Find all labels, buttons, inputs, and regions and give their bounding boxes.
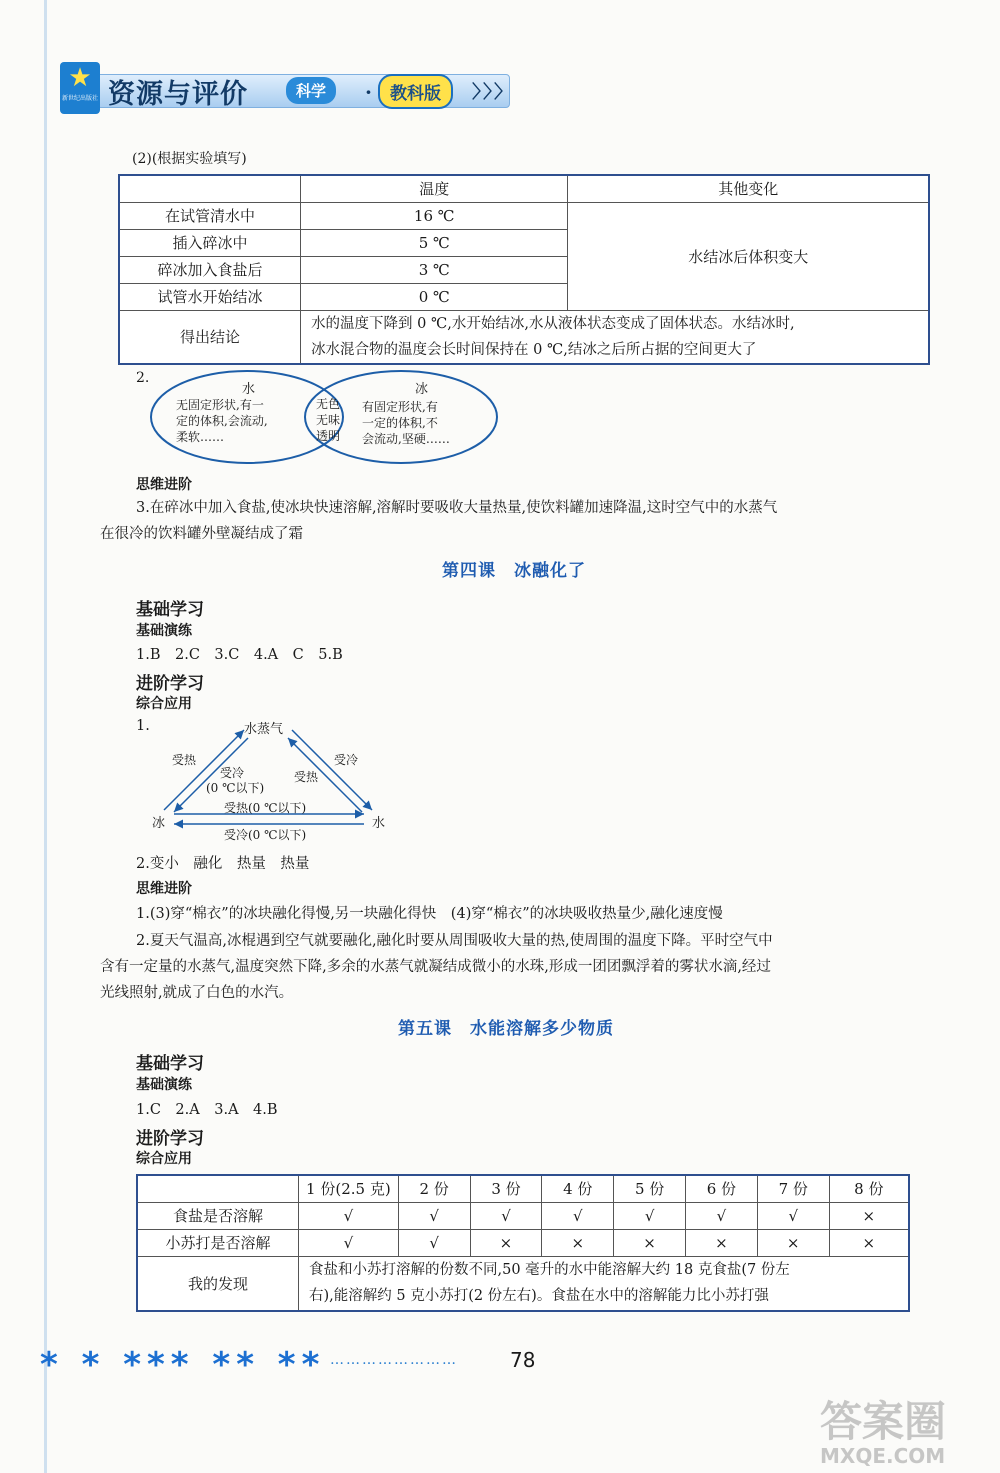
venn-text-line: 一定的体积,不 [362,416,438,430]
edition-badge: 教科版 [378,74,453,109]
title-separator: · [365,80,372,104]
other-change-cell: 水结冰后体积变大 [568,202,929,310]
table-header-cell: 8 份 [829,1175,909,1202]
table-header-row [119,175,929,202]
lesson-title: 第四课 冰融化了 [442,561,586,581]
table-header-cell: 1 份(2.5 克) [298,1175,398,1202]
answer-line: 2.变小 融化 热量 热量 [136,856,310,872]
table-header-cell: 其他变化 [568,175,929,202]
venn-text-line: 无固定形状,有一 [176,398,264,412]
finding-text [298,1256,909,1311]
venn-text-line: 柔软…… [176,430,225,444]
book-title: 资源与评价 [108,79,248,110]
result-cell: √ [298,1229,398,1256]
leader-dots: …………………… [330,1352,458,1368]
sub-heading: 基础演练 [136,623,192,639]
result-cell: × [542,1229,614,1256]
label-heating: 受热 [172,753,197,767]
row-label: 我的发现 [137,1256,298,1311]
node-water: 水 [372,816,386,831]
site-watermark [820,1397,980,1468]
node-ice: 冰 [152,816,166,831]
result-cell: × [686,1229,758,1256]
label-below-zero: (0 ℃以下) [206,781,265,795]
venn-number: 2. [136,370,150,386]
table-header-cell: 3 份 [470,1175,542,1202]
lesson-title: 第五课 水能溶解多少物质 [398,1019,614,1039]
sub-heading: 综合应用 [136,1151,192,1167]
watermark-url: MXQE.COM [820,1444,946,1468]
conclusion-row [119,310,929,364]
star-decoration-icon: * * *** ** ** [40,1345,326,1385]
section-heading: 进阶学习 [136,1129,204,1149]
conclusion-line: 水的温度下降到 0 ℃,水开始结冰,水从液体状态变成了固体状态。水结冰时, [311,315,795,332]
venn-text-line: 无味 [316,413,341,427]
dissolving-table [136,1174,910,1312]
result-cell: √ [757,1202,829,1229]
chevron-right-icon: 〉〉〉 [472,82,514,103]
row-label: 在试管清水中 [119,202,301,229]
table-header-row [137,1175,909,1202]
row-label: 小苏打是否溶解 [137,1229,298,1256]
row-label: 碎冰加入食盐后 [119,256,301,283]
sub-heading: 综合应用 [136,696,192,712]
answer-line: 3.在碎冰中加入食盐,使冰块快速溶解,溶解时要吸收大量热量,使饮料罐加速降温,这时空气中的水蒸气 [136,500,778,516]
result-cell: × [614,1229,686,1256]
label-cooling: 受冷 [220,766,245,780]
result-cell: √ [298,1202,398,1229]
temperature-cell: 5 ℃ [301,229,568,256]
subject-badge: 科学 [286,77,336,104]
conclusion-label: 得出结论 [119,310,301,364]
answer-line: 2.夏天气温高,冰棍遇到空气就要融化,融化时要从周围吸收大量的热,使周围的温度下降。平时空气中 [136,933,773,949]
result-cell: √ [398,1202,470,1229]
node-water-vapor: 水蒸气 [244,722,284,737]
temperature-cell: 0 ℃ [301,283,568,310]
book-header [60,62,520,120]
table-header-cell: 5 份 [614,1175,686,1202]
answer-line: 1.(3)穿“棉衣”的冰块融化得慢,另一块融化得快 (4)穿“棉衣”的冰块吸收热量少,融化速度慢 [136,906,723,922]
table-row [137,1229,909,1256]
page-number: 78 [510,1348,536,1372]
star-logo-icon: ★ [68,63,92,93]
publisher-name: 新世纪出版社 [61,95,98,102]
result-cell: × [470,1229,542,1256]
venn-text-line: 定的体积,会流动, [176,414,268,428]
experiment-table [118,174,930,365]
result-cell: √ [470,1202,542,1229]
table-header-cell [119,175,301,202]
venn-text-line: 会流动,坚硬…… [362,432,450,446]
table-row [137,1202,909,1229]
result-cell: √ [398,1229,470,1256]
table-header-cell: 4 份 [542,1175,614,1202]
temperature-cell: 3 ℃ [301,256,568,283]
publisher-logo [60,62,100,114]
part2-label: (2)(根据实验填写) [132,151,247,167]
label-heating: 受热 [294,770,319,784]
conclusion-line: 冰水混合物的温度会长时间保持在 0 ℃,结冰之后所占据的空间更大了 [311,341,757,358]
label-cool-below-zero: 受冷(0 ℃以下) [224,828,307,842]
table-row [119,202,929,229]
venn-text-line: 有固定形状,有 [362,400,438,414]
row-label: 插入碎冰中 [119,229,301,256]
venn-text-line: 透明 [316,429,341,443]
table-header-cell: 2 份 [398,1175,470,1202]
venn-common-text [316,396,340,444]
venn-water-title: 水 [242,382,256,397]
left-margin-rule [44,0,47,1473]
section-heading: 思维进阶 [136,477,192,493]
watermark-logo: 答案圈 [820,1397,947,1446]
temperature-cell: 16 ℃ [301,202,568,229]
finding-line: 食盐和小苏打溶解的份数不同,50 毫升的水中能溶解大约 18 克食盐(7 份左 [308,1262,790,1279]
answer-line: 在很冷的饮料罐外壁凝结成了霜 [100,526,303,542]
venn-ice-title: 冰 [415,382,429,397]
section-heading: 思维进阶 [136,881,192,897]
row-label: 试管水开始结冰 [119,283,301,310]
table-header-cell: 温度 [301,175,568,202]
result-cell: × [757,1229,829,1256]
result-cell: × [829,1229,909,1256]
answer-line: 1.C 2.A 3.A 4.B [136,1102,278,1118]
label-cooling: 受冷 [334,753,359,767]
result-cell: × [829,1202,909,1229]
section-heading: 进阶学习 [136,674,204,694]
sub-heading: 基础演练 [136,1077,192,1093]
row-label: 食盐是否溶解 [137,1202,298,1229]
section-heading: 基础学习 [136,1054,204,1074]
result-cell: √ [542,1202,614,1229]
table-header-cell: 6 份 [686,1175,758,1202]
finding-row [137,1256,909,1311]
venn-ice-text [362,399,450,447]
table-header-cell: 7 份 [757,1175,829,1202]
label-heat-below-zero: 受热(0 ℃以下) [224,801,307,815]
answer-line: 含有一定量的水蒸气,温度突然下降,多余的水蒸气就凝结成微小的水珠,形成一团团飘浮着的雾状水滴,经过 [100,959,771,975]
answer-line: 1.B 2.C 3.C 4.A C 5.B [136,647,343,663]
diagram-number: 1. [136,718,150,734]
answer-line: 光线照射,就成了白色的水汽。 [100,985,294,1001]
table-header-cell [137,1175,298,1202]
venn-text-line: 无色 [316,397,341,411]
conclusion-text [301,310,929,364]
venn-water-text [176,397,268,445]
result-cell: √ [686,1202,758,1229]
result-cell: √ [614,1202,686,1229]
finding-line: 右),能溶解约 5 克小苏打(2 份左右)。食盐在水中的溶解能力比小苏打强 [308,1288,769,1305]
section-heading: 基础学习 [136,600,204,620]
